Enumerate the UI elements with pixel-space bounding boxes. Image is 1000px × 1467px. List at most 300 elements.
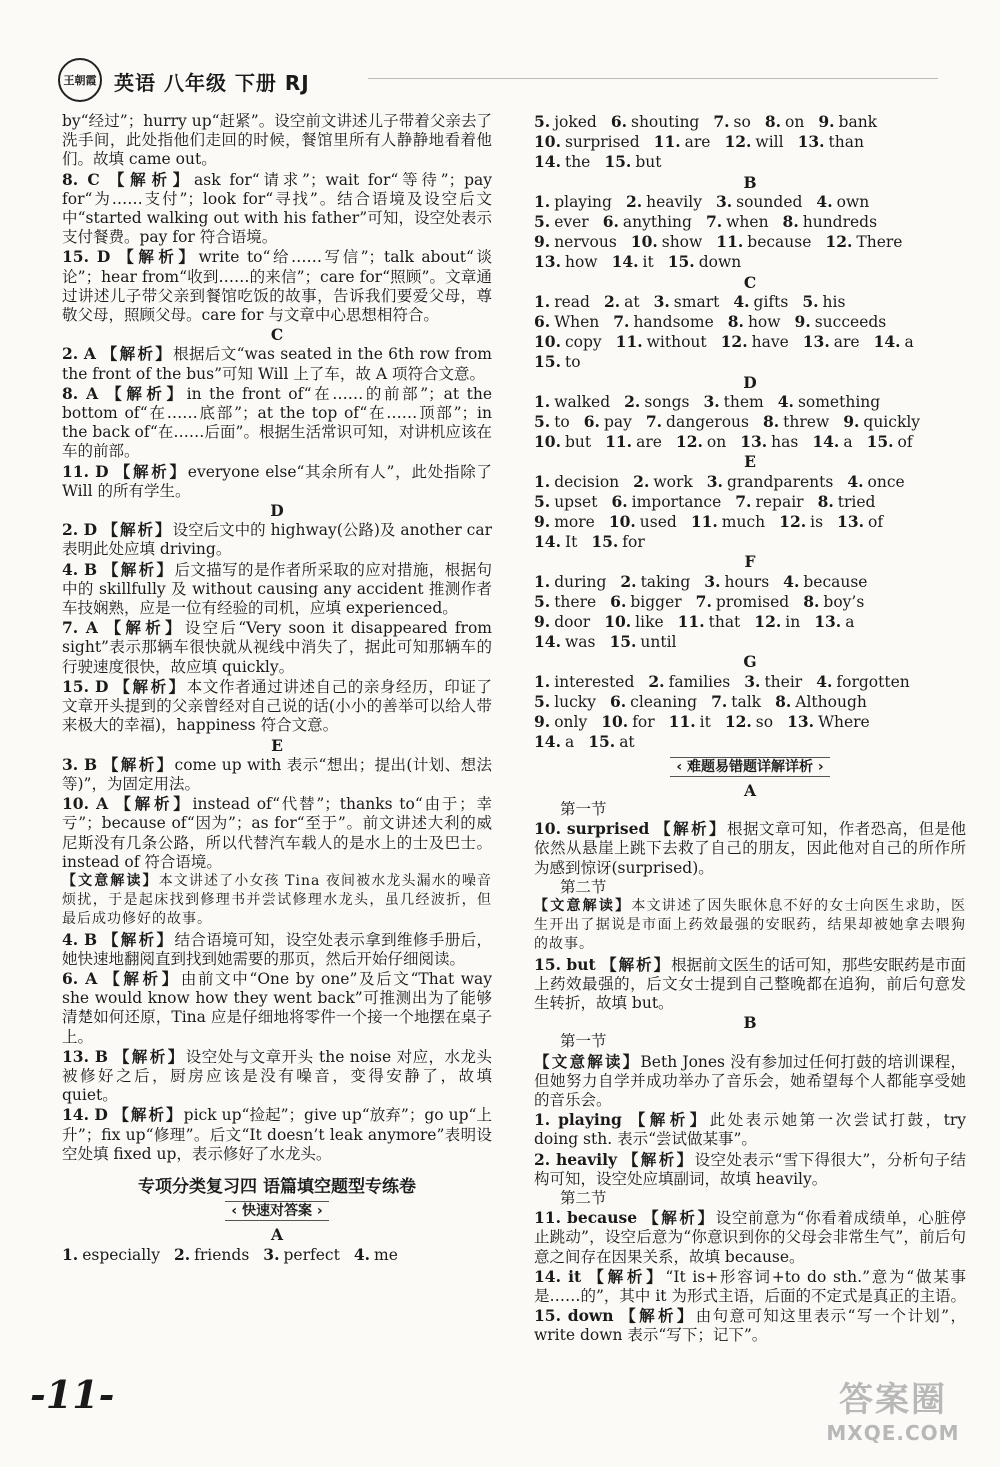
answer-item	[534, 632, 595, 652]
answer-word: heavily	[646, 192, 702, 211]
answer-row	[534, 112, 966, 132]
explanation-tag: 【文意解读】	[62, 872, 159, 889]
answer-number: 12.	[779, 512, 807, 532]
answer-word: because	[803, 572, 868, 591]
explanation-text: ask for“请求”；wait for“等待”；pay for“为……支付”；look for“寻找”。结合语境及设空后文中“started walking out with his father”可知，设空处表示支付餐费。pay for 符合语境。	[62, 170, 492, 247]
answer-word: tried	[837, 492, 876, 511]
answer-item	[534, 432, 591, 452]
answer-word: Where	[818, 713, 870, 732]
answer-word: them	[723, 392, 764, 411]
question-number: 2. A	[62, 344, 102, 364]
explanation-tag: 【解析】	[601, 954, 672, 974]
answer-item	[802, 292, 845, 312]
answer-word: without	[646, 333, 707, 352]
answer-number: 6.	[611, 491, 628, 511]
explanation-item	[62, 1047, 492, 1106]
section-title: 专项分类复习四 语篇填空题型专练卷	[138, 1176, 416, 1197]
answer-item	[613, 312, 713, 332]
answer-item	[818, 492, 876, 512]
answer-number: 15.	[604, 152, 632, 172]
answer-item	[779, 512, 823, 532]
answer-item	[803, 332, 860, 352]
answer-row	[534, 232, 966, 252]
answer-number: 12.	[724, 712, 752, 732]
answer-item	[609, 632, 676, 652]
answer-word: their	[764, 672, 803, 691]
answer-word: like	[635, 613, 664, 632]
explanation-tag: 【文意解读】	[534, 1051, 641, 1071]
answer-number: 14.	[534, 152, 561, 172]
answer-row	[534, 572, 966, 592]
answer-word: work	[653, 472, 693, 491]
answer-item	[825, 232, 902, 252]
answer-item	[534, 152, 590, 172]
answer-number: 3.	[653, 291, 670, 311]
answer-word: door	[554, 613, 591, 632]
answer-number: 15.	[588, 732, 616, 752]
answer-item	[620, 572, 690, 592]
answer-item	[696, 592, 790, 612]
answer-word: has	[771, 433, 799, 452]
answer-word: are	[684, 133, 711, 152]
answer-word: will	[755, 133, 784, 152]
answer-item	[783, 212, 878, 232]
answer-number: 13.	[787, 712, 815, 732]
answer-number: 4.	[816, 671, 833, 691]
answer-word: once	[867, 472, 905, 491]
answer-row	[534, 312, 966, 332]
answer-item	[778, 392, 880, 412]
answer-word: have	[751, 333, 789, 352]
question-number: 15. but	[534, 954, 602, 974]
answer-item	[604, 152, 661, 172]
answer-item	[534, 572, 606, 592]
answer-number: 9.	[534, 612, 551, 632]
answer-item	[706, 212, 769, 232]
answer-number: 7.	[613, 312, 630, 332]
answer-word: read	[554, 292, 590, 311]
answer-item	[534, 412, 570, 432]
answer-word: is	[810, 513, 824, 532]
answer-item	[735, 492, 803, 512]
answer-item	[716, 192, 802, 212]
answer-word: are	[636, 433, 662, 452]
banner-label: ‹ 快速对答案 ›	[225, 1201, 328, 1221]
answer-item	[728, 312, 781, 332]
question-number: 6. A	[62, 968, 105, 988]
answer-item	[534, 112, 597, 132]
answer-number: 4.	[847, 471, 864, 491]
answer-number: 13.	[837, 512, 865, 532]
answer-word: only	[554, 713, 588, 732]
explanation-item	[62, 618, 492, 677]
answer-item	[534, 492, 597, 512]
answer-item	[354, 1245, 398, 1265]
answer-word: copy	[564, 333, 602, 352]
answer-row	[534, 412, 966, 432]
answer-row	[534, 692, 966, 712]
answer-item	[867, 432, 913, 452]
answer-item	[601, 712, 654, 732]
question-number: 10. A	[62, 794, 116, 814]
answer-number: 9.	[843, 412, 860, 432]
summary-paragraph	[62, 872, 492, 930]
section-letter: G	[743, 652, 757, 672]
explanation-item	[534, 955, 966, 1014]
answer-word: until	[640, 633, 677, 652]
answer-item	[798, 132, 864, 152]
answer-word: joked	[554, 113, 597, 131]
explanation-tag: 【解析】	[105, 618, 185, 638]
answer-number: 15.	[667, 252, 695, 272]
explanation-item	[62, 462, 492, 501]
question-number: 15. D	[62, 247, 119, 267]
explanation-tag: 【解析】	[622, 1149, 695, 1169]
answer-number: 13.	[534, 252, 561, 272]
explanation-text: Beth Jones 没有参加过任何打鼓的培训课程，但她努力自学并成功举办了音乐会，她希望每个人都能享受她的音乐会。	[534, 1052, 966, 1109]
answer-word: walked	[554, 392, 611, 411]
explanation-text: 设空前意为“你看着成绩单，心脏停止跳动”，设空后意为“你意识到你的父母会非常生气”，前后句意之间存在因果关系，故填 because。	[534, 1209, 966, 1266]
answer-item	[534, 312, 599, 332]
answer-item	[62, 1245, 160, 1265]
answer-word: it	[642, 253, 654, 272]
answer-number: 8.	[764, 112, 782, 131]
answer-word: but	[635, 153, 662, 172]
answer-word: upset	[554, 492, 598, 511]
subsection-label: 第二节	[560, 877, 607, 896]
answer-number: 8.	[727, 312, 744, 332]
answer-word: grandparents	[726, 472, 834, 491]
question-number: 15. D	[62, 676, 115, 696]
answer-item	[534, 392, 610, 412]
answer-item	[654, 132, 711, 152]
answer-item	[603, 212, 692, 232]
answer-number: 3.	[703, 391, 720, 411]
answer-item	[534, 252, 598, 272]
answer-number: 3.	[706, 471, 723, 491]
answer-number: 5.	[534, 491, 551, 511]
explanation-tag: 【解析】	[588, 1266, 666, 1286]
answer-word: hours	[724, 572, 770, 591]
answer-number: 3.	[263, 1244, 280, 1264]
answer-row	[534, 612, 966, 632]
answer-item	[816, 192, 869, 212]
question-number: 4. B	[62, 559, 103, 579]
answer-number: 2.	[173, 1244, 191, 1264]
explanation-tag: 【解析】	[114, 461, 188, 481]
explanation-text: 根据文章可知，作者恐高，但是他依然从悬崖上跳下去救了自己的朋友，因此他对自己的所作所为感到惊讶(surprised)。	[534, 820, 966, 877]
explanation-text: 本文作者通过讲述自己的亲身经历，印证了文章开头提到的父亲曾经对自己说的话(小小的善举可以给人带来极大的幸福)，happiness 符合文意。	[62, 677, 492, 735]
section-letter: C	[743, 272, 757, 292]
answer-number: 13.	[814, 612, 842, 632]
answer-number: 14.	[812, 432, 840, 452]
answer-word: used	[639, 513, 677, 532]
section-letter: A	[743, 780, 757, 800]
answer-item	[783, 572, 867, 592]
question-number: 1. playing	[534, 1110, 630, 1130]
explanation-text: 设空后“Very soon it disappeared from sight”表示那辆车很快就从视线中消失了，据此可知那辆车的行驶速度很快，故应填 quickly。	[62, 619, 492, 676]
answer-number: 11.	[605, 432, 633, 452]
subsection-label: 第一节	[560, 799, 607, 818]
answer-row	[534, 632, 966, 652]
answer-item	[716, 232, 811, 252]
explanation-tag: 【解析】	[643, 1208, 716, 1228]
answer-item	[818, 112, 877, 132]
answer-row	[534, 192, 966, 212]
answer-item	[610, 592, 682, 612]
explanation-text: 结合语境可知，设空处表示拿到维修手册后，她快速地翻阅直到找到她需要的那页，然后开始仔细阅读。	[62, 930, 492, 968]
answer-number: 11.	[677, 612, 705, 632]
answer-number: 2.	[624, 391, 641, 411]
answer-item	[814, 612, 854, 632]
answer-item	[795, 312, 887, 332]
explanation-item	[62, 969, 492, 1047]
answer-number: 6.	[610, 112, 627, 131]
answer-word: more	[554, 513, 595, 532]
summary-paragraph	[534, 897, 966, 955]
answer-word: on	[785, 113, 805, 131]
answer-word: the	[564, 153, 591, 172]
answer-item	[765, 112, 805, 132]
answer-item	[604, 612, 663, 632]
answer-item	[534, 192, 612, 212]
answer-number: 5.	[534, 112, 551, 131]
answer-number: 15.	[866, 432, 894, 452]
answer-item	[721, 332, 789, 352]
answer-item	[678, 612, 741, 632]
explanation-tag: 【文意解读】	[534, 897, 632, 914]
answer-item	[812, 432, 852, 452]
answer-item	[744, 672, 802, 692]
section-letter: E	[744, 452, 756, 472]
answer-word: There	[856, 233, 903, 252]
section-letter: D	[270, 501, 284, 521]
answer-word: families	[668, 672, 731, 691]
explanation-item	[62, 520, 492, 559]
answer-word: When	[554, 313, 600, 332]
answer-number: 10.	[601, 712, 629, 732]
answer-number: 10.	[534, 132, 561, 152]
explanation-tag: 【解析】	[102, 929, 175, 949]
answer-word: own	[836, 192, 870, 211]
answer-item	[534, 732, 574, 752]
explanation-item	[534, 1306, 966, 1345]
explanation-tag: 【解析】	[629, 1110, 710, 1130]
answer-item	[633, 472, 693, 492]
answer-word: It	[564, 533, 578, 552]
explanation-tag: 【解析】	[102, 754, 175, 774]
answer-word: perfect	[283, 1245, 340, 1264]
answer-item	[668, 252, 741, 272]
answer-word: importance	[631, 492, 722, 511]
answer-item	[874, 332, 914, 352]
answer-word: songs	[644, 392, 690, 411]
explanation-item	[62, 930, 492, 969]
answer-item	[711, 692, 761, 712]
answer-word: repair	[755, 492, 804, 511]
answer-item	[724, 132, 783, 152]
answer-word: ever	[554, 213, 589, 232]
answer-item	[604, 292, 640, 312]
answer-word: nervous	[554, 233, 617, 252]
answer-item	[843, 412, 920, 432]
answer-number: 15.	[609, 632, 637, 652]
explanation-tag: 【解析】	[113, 1046, 186, 1066]
answer-row	[534, 152, 966, 172]
answer-number: 2.	[648, 671, 665, 691]
answer-word: during	[554, 572, 607, 591]
answer-row	[534, 212, 966, 232]
answer-number: 8.	[775, 691, 792, 711]
answer-number: 15.	[534, 352, 561, 372]
answer-word: lucky	[554, 692, 596, 711]
answer-word: decision	[554, 472, 620, 491]
answer-word: bigger	[630, 592, 682, 611]
answer-item	[704, 572, 769, 592]
answer-number: 14.	[534, 732, 561, 752]
question-number: 11. because	[534, 1208, 644, 1228]
banner-label: ‹ 难题易错题详解详析 ›	[670, 757, 829, 777]
answer-row	[534, 432, 966, 452]
answer-row	[534, 472, 966, 492]
subsection-label: 第一节	[560, 1032, 607, 1051]
answer-number: 1.	[534, 471, 551, 491]
answer-number: 14.	[873, 332, 901, 352]
explanation-tag: 【解析】	[104, 968, 181, 988]
answer-number: 11.	[653, 132, 681, 152]
answer-item	[534, 612, 590, 632]
answer-number: 9.	[534, 712, 551, 732]
explanation-text: “It is+形容词+to do sth.”意为“做某事是……的”，其中 it 为形式主语，后面的不定式是真正的主语。	[534, 1267, 966, 1305]
answer-number: 6.	[609, 691, 627, 711]
answer-word: something	[797, 392, 881, 411]
explanation-tag: 【解析】	[108, 169, 195, 189]
answer-number: 8.	[762, 412, 780, 432]
answer-number: 7.	[711, 691, 728, 711]
answer-number: 1.	[534, 191, 551, 211]
answer-number: 8.	[782, 212, 799, 232]
explanation-item	[534, 1267, 966, 1306]
answer-item	[616, 332, 707, 352]
answer-number: 12.	[675, 432, 703, 452]
answer-word: anything	[622, 213, 692, 232]
answer-word: his	[822, 292, 846, 311]
answer-word: promised	[715, 592, 790, 611]
publisher-logo: 王朝霞	[58, 58, 102, 102]
subsection-label: 第二节	[560, 1188, 607, 1207]
explanation-text: pick up“捡起”；give up“放弃”；go up“上升”；fix up“修理”。后文“It doesn’t leak anymore”表明设空处填 fixed up，表示修好了水龙头。	[62, 1106, 492, 1163]
answer-item	[787, 712, 870, 732]
answer-number: 11.	[690, 512, 718, 532]
answer-word: of	[868, 513, 884, 532]
answer-item	[612, 252, 654, 272]
answer-number: 5.	[534, 212, 551, 232]
explanation-tag: 【解析】	[115, 794, 193, 814]
answer-word: of	[897, 433, 913, 452]
answer-word: show	[661, 233, 703, 252]
question-number: 2. D	[62, 520, 103, 540]
answer-number: 2.	[625, 191, 643, 211]
answer-number: 11.	[668, 712, 696, 732]
answer-word: a	[564, 733, 575, 752]
answer-item	[534, 132, 640, 152]
answer-number: 11.	[716, 232, 744, 252]
answer-item	[754, 612, 800, 632]
answer-number: 11.	[615, 332, 643, 352]
answer-word: Although	[795, 692, 867, 711]
section-letter: B	[743, 172, 757, 192]
question-number: 14. D	[62, 1105, 114, 1125]
explanation-text: 设空处表示“雪下得很大”，分析句子结构可知，设空处应填副词，故填 heavily。	[534, 1150, 966, 1188]
answer-number: 3.	[744, 671, 761, 691]
question-number: 8. A	[62, 383, 107, 403]
answer-word: hundreds	[802, 213, 878, 232]
answer-word: friends	[194, 1245, 250, 1264]
answer-row	[534, 492, 966, 512]
answer-item	[534, 212, 589, 232]
answer-item	[837, 512, 883, 532]
watermark-logo: 答案圈 MXQE.COM	[826, 1380, 960, 1445]
answer-number: 4.	[783, 571, 800, 591]
section-letter: F	[744, 552, 756, 572]
answer-word: pay	[603, 413, 632, 432]
answer-item	[816, 672, 910, 692]
explanation-item	[62, 794, 492, 872]
paragraph: by“经过”；hurry up“赶紧”。设空前文讲述儿子带着父亲去了洗手间，此处指他们走回的时候，餐馆里所有人静静地看着他们。故填 came out。	[62, 112, 492, 169]
answer-word: gifts	[753, 292, 789, 311]
answer-item	[610, 692, 697, 712]
answer-word: are	[833, 333, 860, 352]
answer-number: 2.	[620, 571, 637, 591]
answer-item	[609, 512, 677, 532]
answer-number: 4.	[733, 291, 750, 311]
answer-number: 3.	[715, 191, 733, 211]
explanation-item	[534, 1150, 966, 1189]
answer-item	[707, 472, 834, 492]
question-number: 10. surprised	[534, 819, 656, 839]
answer-item	[669, 712, 711, 732]
answer-word: to	[564, 353, 581, 372]
section-letter: C	[270, 325, 284, 345]
answer-number: 1.	[62, 1244, 79, 1264]
answer-item	[174, 1245, 249, 1265]
explanation-tag: 【解析】	[620, 1306, 696, 1326]
header-rule	[368, 78, 938, 79]
explanation-item	[534, 1208, 966, 1267]
summary-paragraph	[534, 1052, 966, 1111]
explanation-text: instead of“代替”；thanks to“由于；幸亏”；because of“因为”；as for“至于”。前文讲述大利的威尼斯没有几条公路，所以代替汽车载人的是水上的士及巴士。instead of 符合语境。	[62, 795, 492, 871]
answer-word: dangerous	[666, 413, 749, 432]
answer-word: for	[622, 533, 645, 552]
page-number: -11-	[30, 1372, 115, 1417]
answer-number: 13.	[802, 332, 830, 352]
answer-number: 12.	[825, 232, 853, 252]
answer-row	[62, 1245, 492, 1265]
answer-item	[733, 292, 788, 312]
answer-number: 15.	[591, 532, 619, 552]
answer-word: smart	[673, 292, 720, 311]
question-number: 3. B	[62, 754, 103, 774]
answer-number: 9.	[534, 512, 551, 532]
explanation-text: 由前文中“One by one”及后文“That way she would know how they went back”可推测出为了能够清楚如何还原，Tina 应是仔细地将零件一个接一个地摆在桌子上。	[62, 969, 492, 1046]
answer-row	[534, 252, 966, 272]
explanation-text: 设空处与文章开头 the noise 对应，水龙头被修好之后，厨房应该是没有噪音，变得安静了，故填 quiet。	[62, 1047, 492, 1105]
answer-word: forgotten	[836, 672, 910, 691]
answer-number: 14.	[534, 532, 561, 552]
explanation-item	[62, 677, 492, 736]
answer-word: than	[828, 133, 864, 152]
answer-item	[713, 112, 750, 132]
